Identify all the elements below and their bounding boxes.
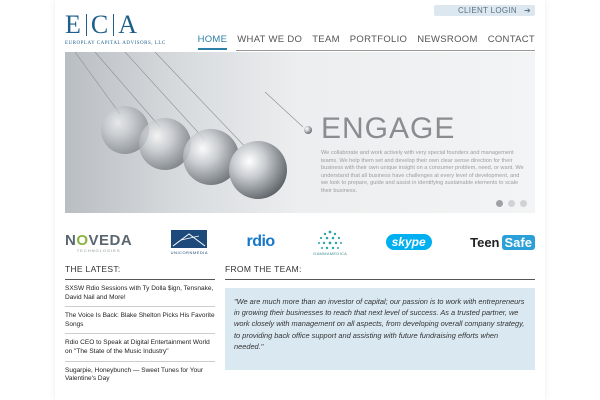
rdio-wordmark: rdio xyxy=(246,233,275,250)
main-nav xyxy=(198,34,535,50)
latest-news xyxy=(65,264,215,388)
logo-letter-c: C xyxy=(90,10,110,39)
gammamedica-wordmark: GAMMAMEDICA xyxy=(313,250,348,256)
arrow-right-icon: ➔ xyxy=(523,6,531,15)
hero-slider xyxy=(65,52,535,213)
nav-team[interactable]: TEAM xyxy=(312,34,340,45)
partner-gammamedica[interactable] xyxy=(313,229,347,256)
slider-dots xyxy=(496,200,527,207)
partner-logos xyxy=(65,222,535,262)
page xyxy=(55,0,545,400)
hero-title: ENGAGE xyxy=(321,112,456,145)
partner-rdio[interactable] xyxy=(246,233,274,251)
teensafe-wordmark: Teen Safe xyxy=(470,235,535,250)
news-item[interactable]: SXSW Rdio Sessions with Ty Dolla $ign, Tensnake, David Nail and More! xyxy=(65,280,215,307)
slider-dot[interactable] xyxy=(496,200,503,207)
hero-body: We collaborate and work actively with very special founders and management teams. We help them set and develop their own clear sense direction for their business with their own unique insight on a consumer problem, need, or want. We understand that all business have challenges at every level of development, and we look to prepare, guide and assist in identifying sustainable elements to scale their business. xyxy=(321,150,524,194)
team-quote: "We are much more than an investor of capital; our passion is to work with entrepreneurs in growing their businesses to reach that next level of success. As a trusted partner, we work closely with management on all aspects, from developing overall company strategy, to providing back office support and assisting with future fundraising efforts when needed." xyxy=(234,297,525,351)
logo-mark xyxy=(65,10,166,40)
nav-contact[interactable]: CONTACT xyxy=(487,34,535,45)
noveda-wordmark: NOVEDA xyxy=(65,231,133,249)
team-title: FROM THE TEAM: xyxy=(225,264,535,280)
nav-portfolio[interactable]: PORTFOLIO xyxy=(349,34,408,45)
news-item[interactable]: Rdio CEO to Speak at Digital Entertainment World on "The State of the Music Industry" xyxy=(65,334,215,361)
logo[interactable] xyxy=(65,10,166,46)
news-item[interactable]: Sugarpie, Honeybunch — Sweet Tunes for Your Valentine's Day xyxy=(65,366,204,383)
gammamedica-icon xyxy=(314,229,346,251)
nav-what-we-do[interactable]: WHAT WE DO xyxy=(237,34,303,45)
slider-dot[interactable] xyxy=(508,200,515,207)
logo-letter-a: A xyxy=(118,10,139,39)
unicorn-wordmark: UNICORNMEDIA xyxy=(170,249,209,255)
partner-teensafe[interactable] xyxy=(470,235,535,250)
team-quote-box xyxy=(225,288,535,370)
partner-unicorn-media[interactable] xyxy=(171,230,208,255)
partner-noveda[interactable] xyxy=(65,232,132,253)
nav-home[interactable]: HOME xyxy=(198,34,228,50)
unicorn-icon xyxy=(171,230,207,248)
client-login-button[interactable] xyxy=(434,5,535,16)
nav-newsroom[interactable]: NEWSROOM xyxy=(417,34,478,45)
noveda-sub: TECHNOLOGIES xyxy=(76,247,121,253)
client-login-label: CLIENT LOGIN xyxy=(457,6,517,15)
partner-skype[interactable] xyxy=(386,234,432,250)
latest-title: THE LATEST: xyxy=(65,264,215,280)
nav-divider xyxy=(236,50,535,51)
newtons-cradle-image xyxy=(65,52,315,213)
team-section xyxy=(225,264,535,370)
news-item[interactable]: The Voice Is Back: Blake Shelton Picks His Favorite Songs xyxy=(65,307,215,334)
logo-divider xyxy=(113,14,114,36)
logo-divider xyxy=(86,14,87,36)
logo-tagline: EUROPLAY CAPITAL ADVISORS, LLC xyxy=(65,41,166,46)
logo-letter-e: E xyxy=(65,10,82,39)
skype-wordmark: skype xyxy=(386,234,432,250)
slider-dot[interactable] xyxy=(520,200,527,207)
